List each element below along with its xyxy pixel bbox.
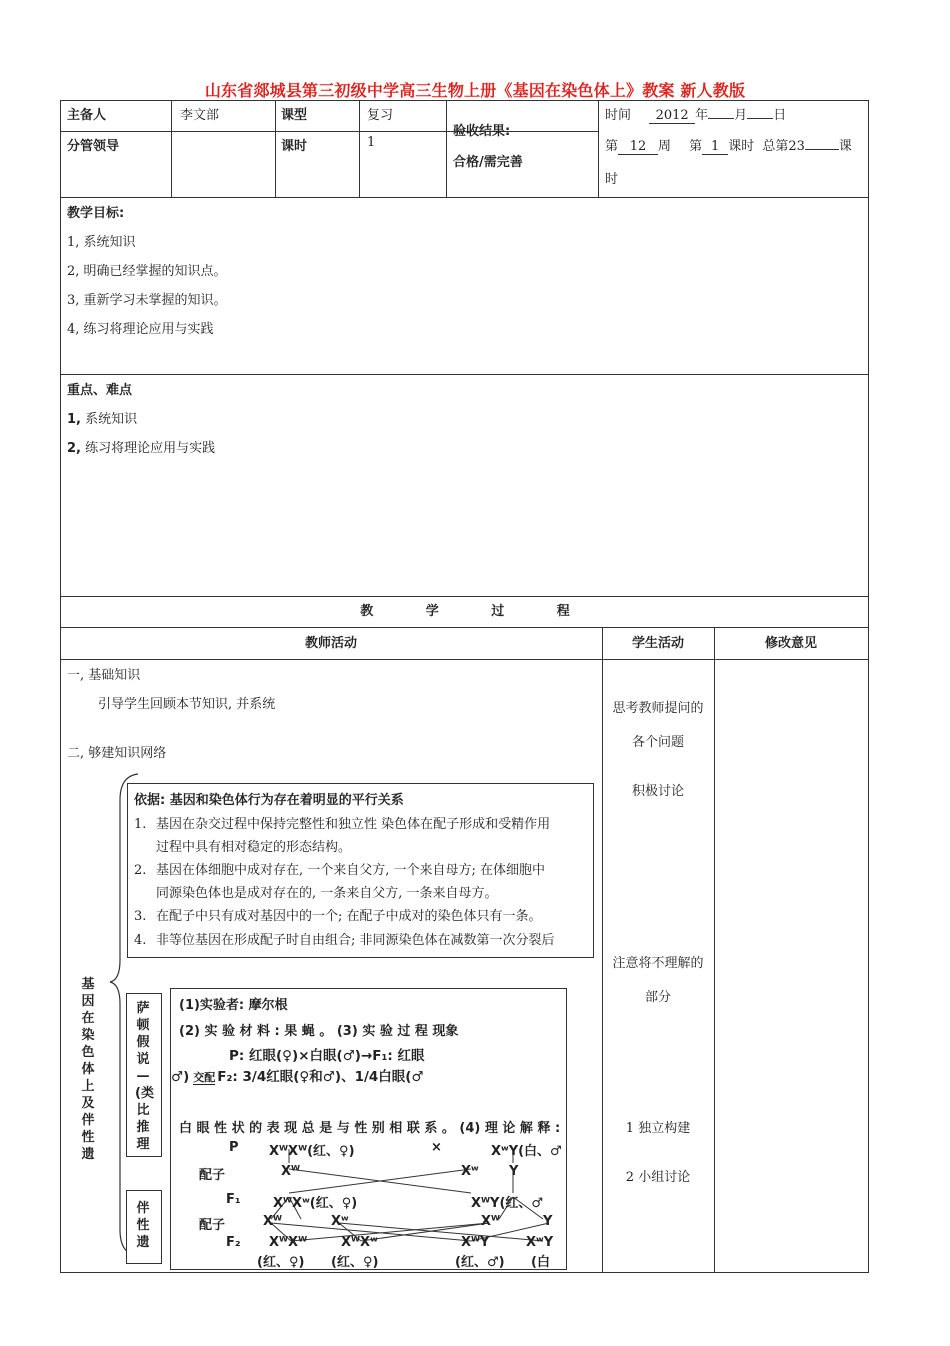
gamete-symbol: Xᵂ — [481, 1214, 501, 1229]
basis-number: 3. — [134, 909, 147, 924]
type-label: 课型 — [281, 108, 308, 123]
period-label: 课时 — [281, 139, 308, 154]
goals-heading: 教学目标: — [67, 206, 125, 221]
basis-item — [134, 929, 555, 948]
total-prefix: 总第23 — [762, 139, 805, 154]
goal-item: 2, 明确已经掌握的知识点。 — [67, 264, 227, 279]
process-heading-divider — [60, 627, 869, 628]
student-activity: 1 独立构建 — [625, 1121, 691, 1136]
basis-number: 4. — [134, 933, 147, 948]
time-label: 时间 — [605, 108, 632, 123]
col-student-header: 学生活动 — [631, 636, 684, 651]
sutton-label: 萨顿假说—(类比推理 — [135, 1001, 154, 1152]
lesson-prefix: 第 — [689, 139, 703, 154]
gamete-label: 配子 — [199, 1168, 226, 1183]
type-value: 复习 — [367, 108, 394, 123]
student-activity: 2 小组讨论 — [625, 1170, 691, 1185]
day-suffix: 日 — [773, 108, 787, 123]
lesson-suffix: 课时 — [728, 139, 755, 154]
key-point-number: 1, — [67, 412, 81, 427]
key-point-text: 练习将理论应用与实践 — [85, 441, 216, 456]
key-point-item — [67, 437, 215, 456]
col-divider — [359, 100, 360, 197]
f2-genotype: XᵂY — [461, 1235, 490, 1250]
gamete-symbol: Xʷ — [461, 1164, 479, 1179]
gamete-label: 配子 — [199, 1218, 226, 1233]
gamete-symbol: Xʷ — [331, 1214, 349, 1229]
key-point-item — [67, 408, 137, 427]
basis-item: 过程中具有相对稳定的形态结构。 — [156, 840, 352, 855]
preparer-label: 主备人 — [67, 108, 107, 123]
experiment-box — [170, 988, 567, 1270]
acceptance-label: 验收结果: — [453, 124, 511, 139]
col-divider — [714, 627, 715, 1273]
f2-genotype: XʷY — [526, 1235, 554, 1250]
basis-item — [134, 859, 545, 878]
month-blank — [708, 118, 734, 119]
cross-times: × — [431, 1140, 442, 1155]
cross-text: ♂) — [171, 1069, 190, 1085]
header-bottom-border — [60, 197, 869, 198]
table-border-top — [60, 100, 869, 101]
basis-text: 非等位基因在形成配子时自由组合; 非同源染色体在减数第一次分裂后 — [156, 933, 555, 948]
section-network: 二, 够建知识网络 — [67, 746, 167, 761]
table-border-bottom — [60, 1272, 869, 1273]
f2-phenotype: (红、♀) — [257, 1255, 305, 1270]
goal-item: 4, 练习将理论应用与实践 — [67, 322, 214, 337]
week-value: 12 — [618, 139, 658, 155]
total-suffix: 课 — [838, 139, 852, 154]
cross-p-male: XʷY(白、♂ — [491, 1144, 562, 1159]
year-value: 2012 — [649, 108, 695, 124]
left-topic-label: 基因在染色体上及伴性遗 — [81, 977, 95, 1162]
f1-label: F₁ — [226, 1192, 241, 1207]
experiment-line — [171, 1065, 424, 1085]
col-teacher-header: 教师活动 — [304, 636, 357, 651]
key-points-divider — [60, 596, 869, 597]
basis-item — [134, 813, 550, 832]
gamete-symbol: Xᵂ — [263, 1214, 283, 1229]
week-suffix: 周 — [658, 139, 672, 154]
col-divider — [171, 100, 172, 197]
f2-genotype: XᵂXᵂ — [269, 1235, 308, 1250]
f2-label: F₂ — [226, 1235, 241, 1250]
f2-phenotype: (红、♂) — [455, 1255, 505, 1270]
table-border-right — [868, 100, 869, 1273]
basis-text: 在配子中只有成对基因中的一个; 在配子中成对的染色体只有一条。 — [156, 909, 542, 924]
f1-female: XᵂXʷ(红、♀) — [273, 1196, 358, 1211]
col-divider — [275, 100, 276, 197]
f1-male: XᵂY(红、♂ — [471, 1196, 544, 1211]
acceptance-options: 合格/需完善 — [453, 155, 523, 170]
cross-p-female: XᵂXᵂ(红、♀) — [269, 1144, 355, 1159]
basis-text: 基因在杂交过程中保持完整性和独立性 — [156, 817, 378, 832]
week-prefix: 第 — [605, 139, 619, 154]
cross-arrow: 交配 — [193, 1071, 216, 1084]
cross-p-label: P — [229, 1140, 239, 1155]
preparer-value: 李文部 — [180, 108, 220, 123]
student-activity: 积极讨论 — [631, 784, 684, 799]
basis-text: 基因在体细胞中成对存在, 一个来自父方, 一个来自母方; 在体细胞中 — [156, 863, 546, 878]
week-row — [605, 135, 852, 155]
gamete-symbol: Y — [543, 1214, 553, 1229]
time-row — [605, 104, 786, 124]
key-point-text: 系统知识 — [85, 412, 138, 427]
total-suffix-wrap: 时 — [605, 172, 619, 187]
f2-phenotype: (红、♀) — [331, 1255, 379, 1270]
header-row-divider — [60, 131, 599, 132]
gamete-symbol: Y — [509, 1164, 519, 1179]
student-activity: 各个问题 — [631, 735, 684, 750]
student-activity: 注意将不理解的 — [612, 956, 704, 971]
day-blank — [747, 118, 773, 119]
basis-item — [134, 905, 542, 924]
supervisor-label: 分管领导 — [67, 139, 120, 154]
period-value: 1 — [367, 135, 376, 150]
student-activity: 思考教师提问的 — [612, 701, 704, 716]
lesson-value: 1 — [702, 139, 728, 155]
basis-number: 2. — [134, 863, 147, 878]
process-heading: 教 学 过 程 — [360, 604, 570, 619]
year-suffix: 年 — [695, 108, 709, 123]
experiment-line: 白 眼 性 状 的 表 现 总 是 与 性 别 相 联 系 。 (4) 理 论 解 释 : — [179, 1121, 561, 1136]
goals-divider — [60, 374, 869, 375]
sex-linked-label: 伴性遗 — [136, 1201, 150, 1250]
basis-number: 1. — [134, 817, 147, 832]
experiment-line: (2) 实 验 材 料 : 果 蝇 。 (3) 实 验 过 程 现象 — [179, 1024, 459, 1039]
experiment-line: (1)实验者: 摩尔根 — [179, 998, 288, 1013]
basis-heading: 依据: 基因和染色体行为存在着明显的平行关系 — [134, 793, 404, 808]
col-revise-header: 修改意见 — [764, 636, 817, 651]
month-suffix: 月 — [734, 108, 748, 123]
basis-item: 同源染色体也是成对存在的, 一条来自父方, 一条来自母方。 — [156, 886, 498, 901]
section-basic-text: 引导学生回顾本节知识, 并系统 — [98, 697, 276, 712]
cross-text: F₂: — [217, 1069, 238, 1085]
goal-item: 1, 系统知识 — [67, 235, 136, 250]
document-title: 山东省郯城县第三初级中学高三生物上册《基因在染色体上》教案 新人教版 — [204, 81, 746, 100]
gamete-symbol: Xᵂ — [281, 1164, 301, 1179]
experiment-line: P: 红眼(♀)×白眼(♂)→F₁: 红眼 — [229, 1048, 425, 1064]
section-basic: 一, 基础知识 — [67, 668, 141, 683]
key-point-number: 2, — [67, 441, 81, 456]
col-divider — [598, 100, 599, 197]
col-header-divider — [60, 659, 869, 660]
total-blank — [805, 149, 839, 150]
col-divider — [446, 100, 447, 197]
student-activity: 部分 — [644, 990, 671, 1005]
cross-text: 3/4红眼(♀和♂)、1/4白眼(♂ — [242, 1069, 424, 1085]
basis-text: 染色体在配子形成和受精作用 — [381, 817, 551, 832]
key-points-heading: 重点、难点 — [67, 383, 133, 398]
goal-item: 3, 重新学习未掌握的知识。 — [67, 293, 227, 308]
f2-genotype: XᵂXʷ — [341, 1235, 378, 1250]
f2-phenotype: (白 — [531, 1255, 550, 1270]
